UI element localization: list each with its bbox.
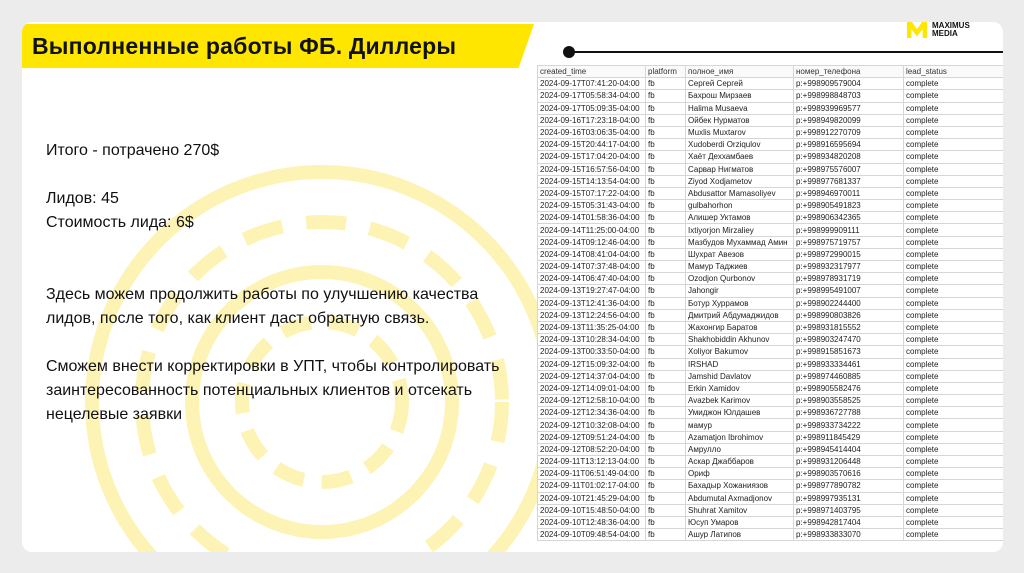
table-row [538,187,1004,199]
correction-note: Сможем внести корректировки в УПТ, чтобы контролировать заинтересованность потенциальных клиентов и отсекать нецелевые заявки [46,358,500,423]
table-cell: fb [646,285,686,297]
table-cell: fb [646,297,686,309]
leads-table-screenshot [537,65,1003,552]
table-cell: fb [646,187,686,199]
table-cell: Ориф [686,468,794,480]
table-cell: 2024-09-14T06:47:40-04:00 [538,273,646,285]
table-row [538,419,1004,431]
table-cell: 2024-09-14T09:12:46-04:00 [538,236,646,248]
table-cell: fb [646,516,686,528]
table-cell: p:+998997935131 [794,492,904,504]
table-cell: fb [646,443,686,455]
total-spent: Итого - потрачено 270$ [46,142,220,159]
table-cell: p:+998932317977 [794,261,904,273]
table-cell: Erkin Xamidov [686,382,794,394]
table-cell: p:+998990803826 [794,309,904,321]
table-cell: p:+998933734222 [794,419,904,431]
table-cell: p:+998903570616 [794,468,904,480]
table-cell: complete [904,261,1004,273]
table-cell: Xoliyor Bakumov [686,346,794,358]
table-cell: p:+998977681337 [794,175,904,187]
table-cell: complete [904,224,1004,236]
table-cell: Юсуп Умаров [686,516,794,528]
table-row [538,443,1004,455]
table-cell: Амрулло [686,443,794,455]
table-cell: p:+998911845429 [794,431,904,443]
table-cell: p:+998905491823 [794,200,904,212]
table-cell: p:+998972990015 [794,248,904,260]
table-cell: p:+998995491007 [794,285,904,297]
column-header-created-time: created_time [538,66,646,78]
table-cell: complete [904,285,1004,297]
table-row [538,78,1004,90]
table-cell: complete [904,456,1004,468]
table-cell: 2024-09-15T14:13:54-04:00 [538,175,646,187]
table-cell: complete [904,90,1004,102]
table-cell: p:+998905582476 [794,382,904,394]
table-row [538,431,1004,443]
table-cell: fb [646,431,686,443]
table-cell: Jamshid Davlatov [686,370,794,382]
table-row [538,529,1004,541]
table-cell: complete [904,480,1004,492]
table-cell: 2024-09-12T09:51:24-04:00 [538,431,646,443]
table-cell: Хаёт Деххамбаев [686,151,794,163]
table-cell: p:+998999909111 [794,224,904,236]
table-header-row [538,66,1004,78]
table-cell: complete [904,395,1004,407]
table-cell: 2024-09-10T09:48:54-04:00 [538,529,646,541]
table-cell: Бахрош Мирзаев [686,90,794,102]
page-title: Выполненные работы ФБ. Диллеры [32,33,457,59]
table-cell: 2024-09-12T15:09:32-04:00 [538,358,646,370]
table-cell: fb [646,346,686,358]
table-row [538,395,1004,407]
table-cell: complete [904,334,1004,346]
table-row [538,236,1004,248]
table-cell: Ziyod Xodjametov [686,175,794,187]
table-row [538,456,1004,468]
column-header-номер-телефона: номер_телефона [794,66,904,78]
table-cell: Бахадыр Хожаниязов [686,480,794,492]
table-cell: Умиджон Юлдашев [686,407,794,419]
table-cell: fb [646,370,686,382]
table-cell: fb [646,212,686,224]
table-cell: 2024-09-12T12:58:10-04:00 [538,395,646,407]
table-cell: p:+998916595694 [794,139,904,151]
table-row [538,139,1004,151]
table-cell: complete [904,163,1004,175]
table-cell: p:+998906342365 [794,212,904,224]
table-cell: p:+998936727788 [794,407,904,419]
table-cell: 2024-09-12T14:37:04-04:00 [538,370,646,382]
table-cell: p:+998942817404 [794,516,904,528]
table-cell: p:+998945414404 [794,443,904,455]
table-row [538,163,1004,175]
table-cell: 2024-09-13T12:41:36-04:00 [538,297,646,309]
table-cell: 2024-09-13T19:27:47-04:00 [538,285,646,297]
table-row [538,261,1004,273]
table-cell: complete [904,358,1004,370]
table-cell: p:+998978931719 [794,273,904,285]
table-cell: complete [904,212,1004,224]
table-cell: complete [904,273,1004,285]
brand-name-line1: MAXIMUS [932,22,970,30]
table-cell: fb [646,382,686,394]
table-cell: fb [646,78,686,90]
table-cell: gulbahorhon [686,200,794,212]
table-cell: 2024-09-15T20:44:17-04:00 [538,139,646,151]
table-cell: fb [646,407,686,419]
table-cell: fb [646,139,686,151]
table-cell: complete [904,139,1004,151]
table-cell: Azamatjon Ibrohimov [686,431,794,443]
table-cell: Jahongir [686,285,794,297]
table-row [538,516,1004,528]
table-cell: fb [646,480,686,492]
table-cell: fb [646,456,686,468]
table-cell: 2024-09-11T06:51:49-04:00 [538,468,646,480]
table-cell: 2024-09-13T11:35:25-04:00 [538,321,646,333]
table-cell: Shuhrat Xamitov [686,504,794,516]
table-cell: Аскар Джаббаров [686,456,794,468]
table-cell: 2024-09-10T15:48:50-04:00 [538,504,646,516]
table-cell: complete [904,78,1004,90]
table-cell: complete [904,187,1004,199]
table-cell: 2024-09-12T14:09:01-04:00 [538,382,646,394]
table-cell: Шухрат Авезов [686,248,794,260]
table-cell: Мазбудов Мухаммад Амин [686,236,794,248]
table-cell: complete [904,114,1004,126]
table-cell: 2024-09-14T08:41:04-04:00 [538,248,646,260]
table-cell: Ixtiyorjon Mirzaliey [686,224,794,236]
brand-name [932,22,992,38]
table-cell: p:+998909579004 [794,78,904,90]
table-cell: Алишер Уктамов [686,212,794,224]
table-row [538,200,1004,212]
table-cell: 2024-09-15T07:17:22-04:00 [538,187,646,199]
table-cell: fb [646,273,686,285]
table-cell: p:+998974460885 [794,370,904,382]
table-cell: p:+998902244400 [794,297,904,309]
table-cell: 2024-09-14T11:25:00-04:00 [538,224,646,236]
table-cell: complete [904,443,1004,455]
table-cell: p:+998933833070 [794,529,904,541]
table-cell: 2024-09-10T12:48:36-04:00 [538,516,646,528]
table-cell: complete [904,468,1004,480]
table-cell: Дмитрий Абдумаджидов [686,309,794,321]
table-row [538,492,1004,504]
column-header-полное-имя: полное_имя [686,66,794,78]
table-cell: fb [646,224,686,236]
table-cell: p:+998912270709 [794,126,904,138]
improvement-note: Здесь можем продолжить работы по улучшению качества лидов, после того, как клиент даст обратную связь. [46,286,479,327]
table-cell: p:+998977890782 [794,480,904,492]
table-cell: fb [646,395,686,407]
table-row [538,334,1004,346]
table-cell: 2024-09-12T12:34:36-04:00 [538,407,646,419]
table-row [538,248,1004,260]
leads-table [537,65,1003,541]
table-cell: Ойбек Нурматов [686,114,794,126]
table-cell: p:+998939969577 [794,102,904,114]
table-cell: complete [904,175,1004,187]
table-cell: fb [646,248,686,260]
table-cell: fb [646,200,686,212]
table-cell: fb [646,90,686,102]
table-cell: fb [646,468,686,480]
table-cell: Мамур Таджиев [686,261,794,273]
table-row [538,346,1004,358]
table-cell: мамур [686,419,794,431]
table-cell: complete [904,382,1004,394]
brand-name-line2: MEDIA [932,29,958,38]
table-row [538,297,1004,309]
table-row [538,480,1004,492]
table-cell: Shakhobiddin Akhunov [686,334,794,346]
table-cell: 2024-09-13T10:28:34-04:00 [538,334,646,346]
table-cell: p:+998931206448 [794,456,904,468]
table-cell: 2024-09-11T13:12:13-04:00 [538,456,646,468]
table-cell: 2024-09-17T07:41:20-04:00 [538,78,646,90]
table-cell: complete [904,151,1004,163]
table-cell: Сарвар Нигматов [686,163,794,175]
table-cell: 2024-09-17T05:09:35-04:00 [538,102,646,114]
table-cell: complete [904,370,1004,382]
table-cell: 2024-09-16T17:23:18-04:00 [538,114,646,126]
table-cell: complete [904,309,1004,321]
table-row [538,309,1004,321]
table-cell: IRSHAD [686,358,794,370]
table-cell: Ozodjon Qurbonov [686,273,794,285]
table-cell: complete [904,431,1004,443]
table-cell: Ботур Хуррамов [686,297,794,309]
table-cell: Сергей Сергей [686,78,794,90]
table-cell: 2024-09-15T05:31:43-04:00 [538,200,646,212]
table-cell: Жахонгир Баратов [686,321,794,333]
table-cell: fb [646,114,686,126]
table-row [538,126,1004,138]
table-cell: fb [646,236,686,248]
table-row [538,151,1004,163]
table-cell: p:+998903558525 [794,395,904,407]
table-row [538,212,1004,224]
table-cell: p:+998915851673 [794,346,904,358]
table-cell: complete [904,102,1004,114]
table-cell: complete [904,419,1004,431]
table-cell: 2024-09-15T16:57:56-04:00 [538,163,646,175]
table-row [538,175,1004,187]
table-cell: p:+998931815552 [794,321,904,333]
title-line [569,51,1003,53]
table-row [538,504,1004,516]
table-cell: p:+998933334461 [794,358,904,370]
column-header-platform: platform [646,66,686,78]
table-cell: p:+998971403795 [794,504,904,516]
table-cell: 2024-09-12T08:52:20-04:00 [538,443,646,455]
table-cell: 2024-09-13T00:33:50-04:00 [538,346,646,358]
table-row [538,90,1004,102]
table-cell: p:+998975576007 [794,163,904,175]
table-cell: fb [646,334,686,346]
table-cell: p:+998998848703 [794,90,904,102]
table-row [538,321,1004,333]
table-row [538,370,1004,382]
table-cell: fb [646,419,686,431]
table-cell: 2024-09-14T07:37:48-04:00 [538,261,646,273]
table-cell: 2024-09-14T01:58:36-04:00 [538,212,646,224]
table-cell: fb [646,163,686,175]
table-cell: 2024-09-17T05:58:34-04:00 [538,90,646,102]
table-cell: Halima Musaeva [686,102,794,114]
table-cell: p:+998946970011 [794,187,904,199]
table-cell: fb [646,126,686,138]
table-row [538,224,1004,236]
table-cell: p:+998949820099 [794,114,904,126]
table-row [538,358,1004,370]
table-row [538,114,1004,126]
table-cell: fb [646,321,686,333]
table-cell: 2024-09-13T12:24:56-04:00 [538,309,646,321]
table-cell: complete [904,529,1004,541]
table-cell: 2024-09-11T01:02:17-04:00 [538,480,646,492]
lead-cost: Стоимость лида: 6$ [46,214,194,231]
table-cell: fb [646,309,686,321]
table-cell: fb [646,492,686,504]
table-row [538,382,1004,394]
table-cell: Ашур Латипов [686,529,794,541]
table-cell: Avazbek Karimov [686,395,794,407]
table-cell: Abdusattor Mamasoliyev [686,187,794,199]
table-cell: fb [646,358,686,370]
table-cell: complete [904,126,1004,138]
table-cell: p:+998975719757 [794,236,904,248]
table-cell: 2024-09-15T17:04:20-04:00 [538,151,646,163]
table-cell: complete [904,504,1004,516]
table-cell: 2024-09-10T21:45:29-04:00 [538,492,646,504]
maximus-logo-icon [907,22,927,38]
table-row [538,285,1004,297]
table-cell: complete [904,516,1004,528]
table-cell: complete [904,346,1004,358]
slide [22,22,1003,552]
table-cell: complete [904,321,1004,333]
table-cell: complete [904,200,1004,212]
table-cell: complete [904,248,1004,260]
table-cell: Xudoberdi Orziqulov [686,139,794,151]
table-cell: fb [646,102,686,114]
table-row [538,102,1004,114]
table-cell: p:+998903247470 [794,334,904,346]
summary-text [46,139,526,427]
table-cell: 2024-09-16T03:06:35-04:00 [538,126,646,138]
table-cell: Abdumutal Axmadjonov [686,492,794,504]
leads-count: Лидов: 45 [46,190,119,207]
table-cell: p:+998934820208 [794,151,904,163]
column-header-lead-status: lead_status [904,66,1004,78]
table-row [538,468,1004,480]
table-cell: fb [646,261,686,273]
table-cell: fb [646,504,686,516]
table-row [538,407,1004,419]
table-row [538,273,1004,285]
brand-logo [907,22,992,38]
table-cell: fb [646,529,686,541]
table-cell: fb [646,175,686,187]
table-cell: complete [904,236,1004,248]
table-cell: Muxlis Muxtarov [686,126,794,138]
table-cell: complete [904,492,1004,504]
table-cell: complete [904,407,1004,419]
table-cell: 2024-09-12T10:32:08-04:00 [538,419,646,431]
table-cell: fb [646,151,686,163]
table-cell: complete [904,297,1004,309]
